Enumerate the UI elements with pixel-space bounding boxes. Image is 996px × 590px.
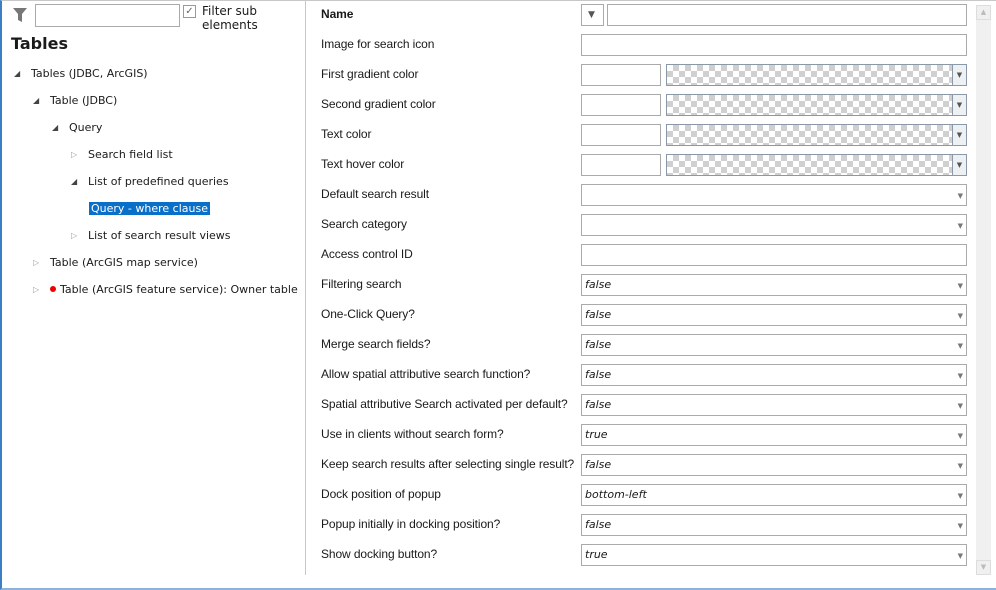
property-label: Dock position of popup [321,487,441,501]
property-select[interactable] [581,424,967,446]
select-value: true [585,548,608,561]
tree-item-label: Query - where clause [91,202,208,215]
property-select[interactable] [581,364,967,386]
tree-item-label: Table (JDBC) [50,94,118,107]
color-value-input[interactable] [581,64,661,86]
property-label: Second gradient color [321,97,436,111]
collapsed-arrow-icon[interactable]: ▷ [33,285,40,294]
property-select[interactable] [581,184,967,206]
property-select[interactable] [581,274,967,296]
chevron-down-icon[interactable]: ▼ [952,95,966,115]
property-text-input[interactable] [581,244,967,266]
chevron-down-icon[interactable]: ▼ [952,125,966,145]
tree-item-label: Search field list [88,148,173,161]
select-value: false [585,338,612,351]
chevron-down-icon: ▼ [957,192,963,200]
select-value: false [585,278,612,291]
expanded-arrow-icon[interactable]: ◢ [71,177,78,186]
chevron-down-icon: ▼ [957,222,963,230]
property-label: Use in clients without search form? [321,427,504,441]
expanded-arrow-icon[interactable]: ◢ [14,69,21,78]
chevron-down-icon: ▼ [957,342,963,350]
chevron-down-icon: ▼ [957,432,963,440]
property-select[interactable] [581,484,967,506]
tree-item-label: List of search result views [88,229,231,242]
property-label: Access control ID [321,247,413,261]
vertical-scrollbar[interactable] [976,5,991,575]
tree-item-label: Query [69,121,103,134]
select-value: false [585,518,612,531]
property-select[interactable] [581,454,967,476]
chevron-down-icon: ▼ [957,282,963,290]
property-select[interactable] [581,214,967,236]
color-value-input[interactable] [581,94,661,116]
tree-item-label: List of predefined queries [88,175,229,188]
filter-sub-elements-label: Filter sub elements [202,4,258,32]
expanded-arrow-icon[interactable]: ◢ [33,96,40,105]
name-type-dropdown[interactable] [581,4,604,26]
tree-title: Tables [11,34,68,53]
property-label: Show docking button? [321,547,438,561]
chevron-down-icon: ▼ [957,402,963,410]
property-label: Text hover color [321,157,405,171]
property-label: Allow spatial attributive search function? [321,367,531,381]
property-label: Merge search fields? [321,337,431,351]
filter-sub-elements-checkbox[interactable]: ✓ [183,5,196,18]
collapsed-arrow-icon[interactable]: ▷ [71,150,78,159]
chevron-down-icon: ▼ [957,372,963,380]
chevron-down-icon: ▼ [588,10,595,20]
filter-input[interactable] [35,4,180,27]
collapsed-arrow-icon[interactable]: ▷ [71,231,78,240]
property-label: Search category [321,217,407,231]
color-picker[interactable] [666,154,967,176]
filter-icon[interactable] [12,7,28,23]
property-label: Text color [321,127,372,141]
chevron-down-icon[interactable]: ▼ [952,155,966,175]
property-label: First gradient color [321,67,419,81]
color-picker[interactable] [666,124,967,146]
chevron-down-icon: ▼ [957,312,963,320]
property-select[interactable] [581,394,967,416]
chevron-down-icon: ▼ [957,492,963,500]
property-select[interactable] [581,304,967,326]
property-label: Spatial attributive Search activated per default? [321,397,568,411]
property-select[interactable] [581,334,967,356]
tree-item-label: Tables (JDBC, ArcGIS) [31,67,148,80]
tree-item-label: Table (ArcGIS feature service): Owner table [60,283,298,296]
collapsed-arrow-icon[interactable]: ▷ [33,258,40,267]
property-label: Filtering search [321,277,402,291]
tree-panel [2,0,306,575]
property-label: One-Click Query? [321,307,415,321]
property-label: Default search result [321,187,429,201]
select-value: true [585,428,608,441]
chevron-down-icon: ▼ [957,462,963,470]
property-select[interactable] [581,544,967,566]
color-picker[interactable] [666,94,967,116]
scroll-up-button[interactable]: ▲ [976,5,991,20]
select-value: false [585,458,612,471]
select-value: false [585,368,612,381]
chevron-down-icon[interactable]: ▼ [952,65,966,85]
chevron-down-icon: ▼ [957,522,963,530]
name-input[interactable] [607,4,967,26]
property-label: Keep search results after selecting single result? [321,457,575,471]
property-label: Name [321,7,354,21]
expanded-arrow-icon[interactable]: ◢ [52,123,59,132]
select-value: bottom-left [585,488,647,501]
property-label: Image for search icon [321,37,435,51]
color-value-input[interactable] [581,124,661,146]
select-value: false [585,308,612,321]
error-dot-icon [50,286,56,292]
property-label: Popup initially in docking position? [321,517,501,531]
chevron-down-icon: ▼ [957,552,963,560]
property-select[interactable] [581,514,967,536]
property-text-input[interactable] [581,34,967,56]
scroll-down-button[interactable]: ▼ [976,560,991,575]
select-value: false [585,398,612,411]
color-value-input[interactable] [581,154,661,176]
color-picker[interactable] [666,64,967,86]
tree-item-label: Table (ArcGIS map service) [50,256,198,269]
